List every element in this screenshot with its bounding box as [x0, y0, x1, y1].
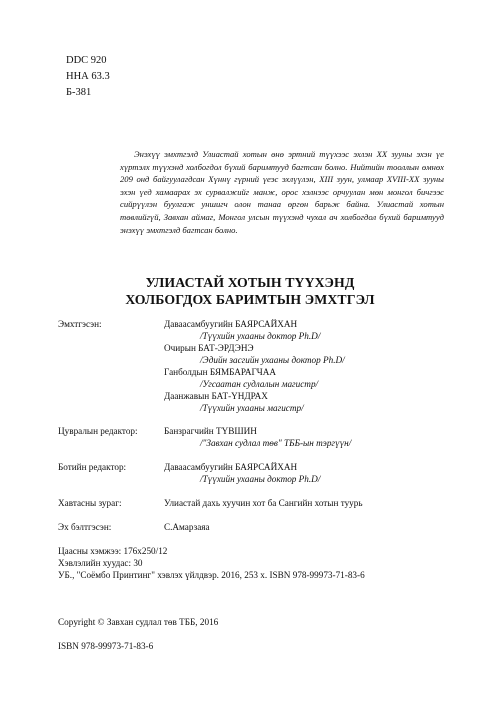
print-sheets: Хэвлэлийн хуудас: 30	[58, 558, 143, 568]
compiler-title: /Эдийн засгийн ухааны доктор Ph.D/	[200, 355, 345, 365]
compiler-name: Даанжавын БАТ-ҮНДРАХ	[164, 391, 268, 401]
compiler-name: Очирын БАТ-ЭРДЭНЭ	[164, 343, 254, 353]
nna-code: ННА 63.3	[66, 71, 110, 82]
title-line-1: УЛИАСТАЙ ХОТЫН ТҮҮХЭНД	[145, 275, 355, 290]
proof-label: Эх бэлтгэсэн:	[58, 522, 112, 532]
paper-size: Цаасны хэмжээ: 176х250/12	[58, 546, 168, 556]
editor-name: Даваасамбуугийн БАЯРСАЙХАН	[164, 462, 298, 472]
compiler-title: /Түүхийн ухааны доктор Ph.D/	[200, 331, 321, 341]
compiler-name: Даваасамбуугийн БАЯРСАЙХАН	[164, 319, 298, 329]
classification-codes	[66, 53, 110, 101]
book-title	[40, 274, 460, 308]
series-editor-name: Банзрагчийн ТҮВШИН	[164, 426, 257, 436]
editor-title: /Түүхийн ухааны доктор Ph.D/	[200, 474, 321, 484]
proof-value: С.Амарзаяа	[164, 522, 210, 532]
cover-value: Улиастай дахь хуучин хот ба Сангийн хотын туурь	[164, 498, 363, 508]
compilers-label: Эмхтгэсэн:	[58, 319, 102, 329]
isbn: ISBN 978-99973-71-83-6	[58, 641, 154, 651]
abstract: Энэхүү эмхтгэлд Улиастай хотын өнө эртний түүхээс эхлэн XX зууны эхэн үе хүртэлх түүхэнд холбогдол бүхий баримтууд багтсан болно. Нийтийн тооллын өмнөх 209 онд байгуулагдсан Хүннү гүрний үеэс эхлүүлэн, XIII зуун, улмаар XVIII-XX зууны эхэн үед хамаарах эх сурвалжийг манж, орос хэлнээс орчуулан мөн монгол бичгээс сийрүүлэн буулгаж уншигч олон танаа өргөн барьж байна. Улиастай хотын төвлийгүй, Завхан аймаг, Монгол улсын түүхэнд чухал ач холбогдол бүхий баримтууд энэхүү эмхтгэлд багтсан болно.	[120, 149, 444, 235]
imprint-line: УБ., "Соёмбо Принтинг" хэвлэх үйлдвэр. 2016, 253 х. ISBN 978-99973-71-83-6	[58, 570, 365, 580]
series-editor-title: /"Завхан судлал төв" ТББ-ын тэргүүн/	[200, 438, 352, 448]
compiler-title: /Угсаатан судлалын магистр/	[200, 379, 319, 389]
compiler-name: Ганболдын БЯМБАРАГЧАА	[164, 367, 277, 377]
copyright: Copyright © Завхан судлал төв ТББ, 2016	[58, 617, 219, 627]
cover-label: Хавтасны зураг:	[58, 498, 122, 508]
compiler-title: /Түүхийн ухааны магистр/	[200, 403, 304, 413]
title-line-2: ХОЛБОГДОХ БАРИМТЫН ЭМХТГЭЛ	[125, 292, 375, 307]
series-editor-label: Цувралын редактор:	[58, 426, 138, 436]
ddc-code: DDC 920	[66, 55, 107, 66]
author-code: Б-381	[66, 87, 92, 98]
editor-label: Ботийн редактор:	[58, 462, 127, 472]
